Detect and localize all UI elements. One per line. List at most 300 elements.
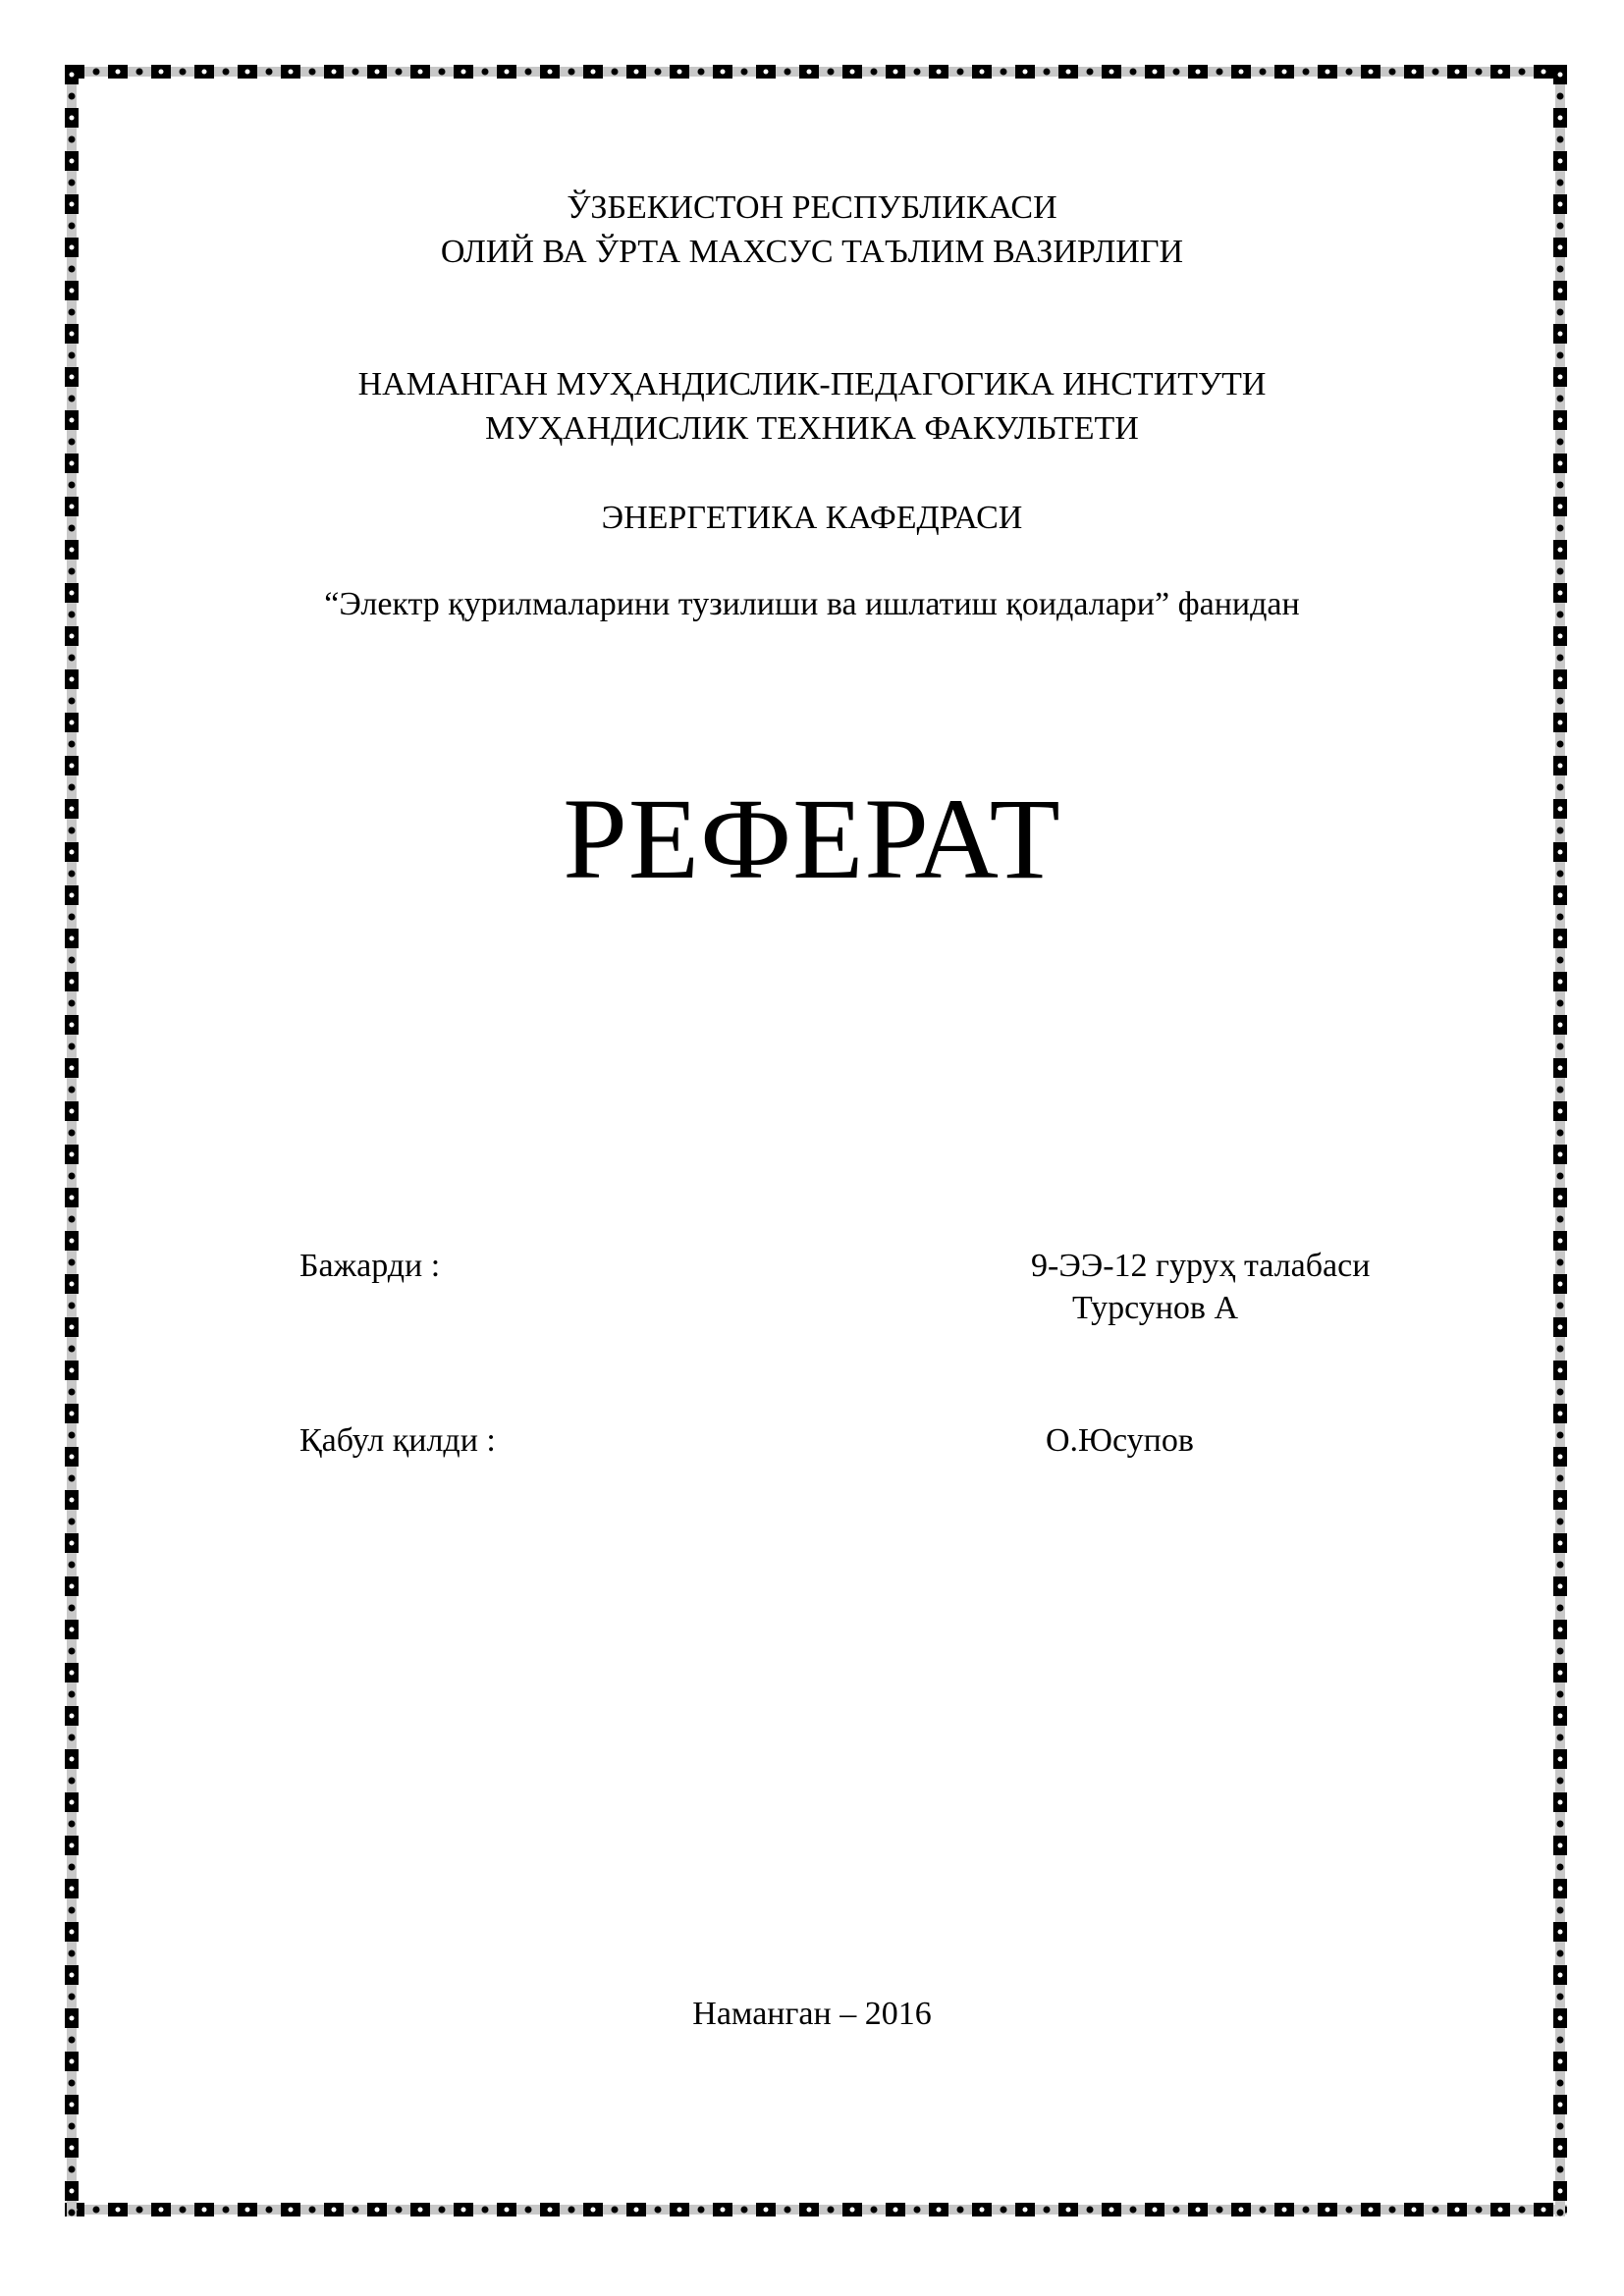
border-block-dot (1110, 70, 1114, 75)
border-dot (69, 1173, 76, 1180)
border-block-dot (548, 2208, 553, 2213)
border-block-dot (1558, 461, 1563, 466)
border-dot (1557, 93, 1564, 100)
institute-line-1: НАМАНГАН МУҲАНДИСЛИК-ПЕДАГОГИКА ИНСТИТУТИ (357, 366, 1267, 402)
border-block-dot (1326, 70, 1330, 75)
border-dot (69, 2123, 76, 2130)
border-top (65, 65, 1567, 79)
border-block-dot (202, 70, 207, 75)
city-year-footer: Наманган – 2016 (692, 1996, 932, 2032)
border-block-dot (721, 2208, 726, 2213)
border-dot (396, 2207, 403, 2214)
border-dot (223, 69, 230, 76)
border-block-dot (1455, 2208, 1460, 2213)
border-block-dot (116, 70, 121, 75)
border-block-dot (980, 70, 985, 75)
border-block-dot (1558, 1325, 1563, 1330)
border-dot (1557, 655, 1564, 662)
border-dot (785, 2207, 791, 2214)
border-dot (1476, 69, 1483, 76)
border-block-dot (70, 764, 75, 769)
border-dot (1433, 2207, 1439, 2214)
border-dot (1303, 2207, 1310, 2214)
border-block-dot (375, 70, 380, 75)
border-block-dot (70, 1066, 75, 1071)
border-block-dot (1558, 980, 1563, 985)
border-dot (655, 69, 662, 76)
border-dot (1557, 1605, 1564, 1612)
border-dot (396, 69, 403, 76)
border-dot (266, 69, 273, 76)
border-block-dot (202, 2208, 207, 2213)
border-block-dot (1558, 73, 1563, 78)
border-block-dot (70, 1325, 75, 1330)
border-block-dot (70, 289, 75, 294)
border-dot (69, 1475, 76, 1482)
border-dot (69, 93, 76, 100)
border-block-dot (1558, 1109, 1563, 1114)
border-bottom (65, 2203, 1567, 2216)
border-block-dot (1558, 1066, 1563, 1071)
border-dot (1389, 2207, 1396, 2214)
border-block-dot (418, 70, 423, 75)
border-dot (136, 69, 143, 76)
border-block-dot (1066, 2208, 1071, 2213)
border-dot (1557, 568, 1564, 575)
border-block-dot (1558, 332, 1563, 337)
border-dot (525, 69, 532, 76)
border-block-dot (1153, 70, 1158, 75)
border-dot (69, 1950, 76, 1957)
border-dot (69, 2210, 76, 2216)
border-block-dot (893, 2208, 898, 2213)
border-block-dot (548, 70, 553, 75)
border-dot (69, 568, 76, 575)
border-dot (1557, 1691, 1564, 1698)
border-dot (871, 69, 878, 76)
border-block-dot (70, 2146, 75, 2151)
border-block-dot (70, 1368, 75, 1373)
border-dot (69, 1519, 76, 1525)
border-dot (1557, 1735, 1564, 1741)
border-dot (1557, 1173, 1564, 1180)
border-block-dot (70, 980, 75, 985)
border-dot (69, 1778, 76, 1785)
border-dot (69, 957, 76, 964)
border-dot (69, 2037, 76, 2044)
border-block-dot (70, 1973, 75, 1978)
border-block-dot (591, 70, 596, 75)
border-block-dot (70, 2059, 75, 2064)
border-block-dot (375, 2208, 380, 2213)
border-block-dot (505, 70, 510, 75)
border-block-dot (937, 70, 942, 75)
border-block-dot (70, 936, 75, 941)
border-block-dot (116, 2208, 121, 2213)
border-block-dot (807, 70, 812, 75)
border-dot (1173, 69, 1180, 76)
border-dot (698, 2207, 705, 2214)
border-block-dot (332, 2208, 337, 2213)
border-dot (1173, 2207, 1180, 2214)
border-block-dot (70, 677, 75, 682)
border-block-dot (1412, 2208, 1417, 2213)
border-dot (1557, 136, 1564, 143)
border-dot (1557, 1432, 1564, 1439)
border-block-dot (245, 70, 250, 75)
border-block-dot (1369, 70, 1374, 75)
border-dot (525, 2207, 532, 2214)
border-dot (1557, 2037, 1564, 2044)
border-block-dot (1558, 1152, 1563, 1157)
border-block-dot (1282, 2208, 1287, 2213)
border-block-dot (505, 2208, 510, 2213)
border-block-dot (70, 332, 75, 337)
border-block-dot (1023, 2208, 1028, 2213)
border-dot (69, 1303, 76, 1309)
institute-line-2: МУҲАНДИСЛИК ТЕХНИКА ФАКУЛЬТЕТИ (485, 410, 1139, 447)
performed-label: Бажарди : (299, 1248, 441, 1284)
border-block-dot (1558, 1628, 1563, 1632)
border-dot (785, 69, 791, 76)
border-dot (914, 69, 921, 76)
border-dot (612, 2207, 619, 2214)
border-dot (828, 2207, 835, 2214)
border-dot (1557, 1216, 1564, 1223)
border-dot (69, 655, 76, 662)
border-block-dot (1542, 2208, 1546, 2213)
border-block-dot (70, 461, 75, 466)
border-block-dot (850, 70, 855, 75)
border-dot (1557, 2166, 1564, 2173)
border-dot (1557, 914, 1564, 921)
border-block-dot (807, 2208, 812, 2213)
border-block-dot (70, 73, 75, 78)
border-block-dot (70, 1628, 75, 1632)
border-block-dot (289, 70, 294, 75)
border-dot (1217, 2207, 1223, 2214)
border-dot (136, 2207, 143, 2214)
border-block-dot (1326, 2208, 1330, 2213)
border-dot (1130, 69, 1137, 76)
border-dot (1346, 2207, 1353, 2214)
border-block-dot (289, 2208, 294, 2213)
border-block-dot (70, 1671, 75, 1676)
border-block-dot (70, 1152, 75, 1157)
border-block-dot (418, 2208, 423, 2213)
border-dot (1557, 180, 1564, 187)
border-block-dot (70, 1023, 75, 1028)
border-dot (69, 309, 76, 316)
border-dot (1557, 1950, 1564, 1957)
border-block-dot (1558, 1973, 1563, 1978)
border-block-dot (332, 70, 337, 75)
border-block-dot (1558, 1282, 1563, 1287)
border-dot (1130, 2207, 1137, 2214)
border-dot (1087, 69, 1094, 76)
border-dot (1260, 2207, 1267, 2214)
border-block-dot (764, 2208, 769, 2213)
border-dot (1557, 1000, 1564, 1007)
border-block-dot (70, 1584, 75, 1589)
border-dot (93, 69, 100, 76)
border-block-dot (1558, 2189, 1563, 2194)
border-block-dot (850, 2208, 855, 2213)
border-dot (69, 1432, 76, 1439)
border-block-dot (70, 1887, 75, 1892)
border-block-dot (1558, 1196, 1563, 1201)
border-block-dot (70, 1930, 75, 1935)
border-block-dot (1558, 936, 1563, 941)
border-block-dot (1558, 677, 1563, 682)
border-dot (1557, 482, 1564, 489)
border-block-dot (1558, 1843, 1563, 1848)
border-dot (69, 352, 76, 359)
student-group: 9-ЭЭ-12 гуруҳ талабаси (1031, 1248, 1371, 1284)
border-dot (1557, 1389, 1564, 1396)
border-block-dot (159, 70, 164, 75)
border-block-dot (1558, 1023, 1563, 1028)
border-dot (1557, 1907, 1564, 1914)
border-dot (741, 2207, 748, 2214)
border-dot (1433, 69, 1439, 76)
border-dot (1519, 2207, 1526, 2214)
border-dot (1557, 1648, 1564, 1655)
border-dot (482, 69, 489, 76)
document-title: РЕФЕРАТ (563, 774, 1061, 903)
border-block-dot (70, 2189, 75, 2194)
border-block-dot (1558, 116, 1563, 121)
border-dot (482, 2207, 489, 2214)
border-dot (69, 1605, 76, 1612)
border-dot (1001, 69, 1007, 76)
border-dot (1557, 1475, 1564, 1482)
border-dot (69, 482, 76, 489)
border-dot (69, 1735, 76, 1741)
subject-line: “Электр қурилмаларини тузилиши ва ишлатиш қоидалари” фанидан (324, 586, 1300, 622)
border-block-dot (634, 70, 639, 75)
border-block-dot (70, 2103, 75, 2108)
border-block-dot (1558, 764, 1563, 769)
border-dot (1557, 352, 1564, 359)
border-dot (871, 2207, 878, 2214)
border-dot (69, 1864, 76, 1871)
border-dot (180, 2207, 187, 2214)
border-dot (1260, 69, 1267, 76)
border-dot (69, 1259, 76, 1266)
border-dot (93, 2207, 100, 2214)
border-dot (69, 2166, 76, 2173)
border-dot (957, 2207, 964, 2214)
border-block-dot (70, 1109, 75, 1114)
border-block-dot (980, 2208, 985, 2213)
border-dot (180, 69, 187, 76)
border-block-dot (70, 159, 75, 164)
border-block-dot (1196, 70, 1201, 75)
border-block-dot (1558, 1671, 1563, 1676)
border-block-dot (937, 2208, 942, 2213)
border-dot (69, 136, 76, 143)
border-block-dot (677, 70, 682, 75)
border-dot (1346, 69, 1353, 76)
border-dot (1557, 2210, 1564, 2216)
department-name: ЭНЕРГЕТИКА КАФЕДРАСИ (601, 500, 1023, 536)
border-block-dot (1498, 2208, 1503, 2213)
border-dot (69, 1087, 76, 1094)
border-block-dot (1369, 2208, 1374, 2213)
border-dot (741, 69, 748, 76)
border-block-dot (1455, 70, 1460, 75)
border-dot (1389, 69, 1396, 76)
border-dot (655, 2207, 662, 2214)
ministry-line-2: ОЛИЙ ВА ЎРТА МАХСУС ТАЪЛИМ ВАЗИРЛИГИ (440, 234, 1184, 270)
border-dot (1044, 69, 1051, 76)
border-block-dot (1558, 1455, 1563, 1460)
border-block-dot (1558, 1498, 1563, 1503)
border-dot (1557, 1778, 1564, 1785)
border-block-dot (764, 70, 769, 75)
border-block-dot (70, 1196, 75, 1201)
border-block-dot (1558, 159, 1563, 164)
border-block-dot (1196, 2208, 1201, 2213)
border-block-dot (1239, 2208, 1244, 2213)
border-block-dot (1558, 1930, 1563, 1935)
border-dot (1557, 1087, 1564, 1094)
border-dot (1557, 309, 1564, 316)
border-dot (69, 1389, 76, 1396)
border-block-dot (70, 1541, 75, 1546)
border-dot (223, 2207, 230, 2214)
border-dot (1557, 1303, 1564, 1309)
border-dot (1557, 1346, 1564, 1353)
border-dot (69, 741, 76, 748)
teacher-name: О.Юсупов (1046, 1422, 1194, 1459)
border-dot (69, 180, 76, 187)
border-dot (1087, 2207, 1094, 2214)
border-block-dot (1558, 548, 1563, 553)
border-block-dot (70, 116, 75, 121)
border-block-dot (634, 2208, 639, 2213)
border-block-dot (70, 548, 75, 553)
border-block-dot (1066, 70, 1071, 75)
border-dot (1557, 741, 1564, 748)
border-block-dot (70, 1239, 75, 1244)
border-dot (914, 2207, 921, 2214)
border-block-dot (1558, 2146, 1563, 2151)
border-dot (69, 1043, 76, 1050)
border-block-dot (1558, 634, 1563, 639)
border-dot (1476, 2207, 1483, 2214)
border-block-dot (1558, 1541, 1563, 1546)
border-dot (439, 69, 446, 76)
border-dot (352, 2207, 359, 2214)
border-block-dot (721, 70, 726, 75)
border-dot (1044, 2207, 1051, 2214)
border-dot (1557, 1130, 1564, 1137)
border-block-dot (70, 634, 75, 639)
border-dot (1519, 69, 1526, 76)
border-block-dot (70, 1757, 75, 1762)
border-dot (1557, 1864, 1564, 1871)
border-block-dot (1412, 70, 1417, 75)
border-dot (69, 1648, 76, 1655)
student-name: Турсунов А (1072, 1290, 1239, 1326)
border-dot (309, 2207, 316, 2214)
border-block-dot (1558, 1368, 1563, 1373)
border-dot (1557, 1821, 1564, 1828)
border-dot (1557, 1562, 1564, 1569)
border-block-dot (591, 2208, 596, 2213)
border-block-dot (1282, 70, 1287, 75)
border-block-dot (70, 1714, 75, 1719)
border-block-dot (1558, 1757, 1563, 1762)
accepted-label: Қабул қилди : (299, 1422, 496, 1459)
border-block-dot (70, 1412, 75, 1416)
border-dot (69, 1821, 76, 1828)
border-dot (69, 1130, 76, 1137)
border-dot (69, 914, 76, 921)
border-dot (69, 1907, 76, 1914)
border-block-dot (1110, 2208, 1114, 2213)
border-dot (69, 1691, 76, 1698)
border-block-dot (70, 721, 75, 725)
border-dot (1557, 1043, 1564, 1050)
ministry-line-1: ЎЗБЕКИСТОН РЕСПУБЛИКАСИ (567, 189, 1057, 226)
border-block-dot (1558, 1714, 1563, 1719)
border-block-dot (677, 2208, 682, 2213)
border-dot (352, 69, 359, 76)
border-dot (1303, 69, 1310, 76)
border-block-dot (159, 2208, 164, 2213)
border-dot (69, 1346, 76, 1353)
border-block-dot (1558, 2059, 1563, 2064)
border-dot (1217, 69, 1223, 76)
border-block-dot (461, 2208, 466, 2213)
border-dot (828, 69, 835, 76)
border-dot (568, 2207, 575, 2214)
border-block-dot (70, 1498, 75, 1503)
border-dot (1557, 2123, 1564, 2130)
border-block-dot (1558, 1800, 1563, 1805)
border-block-dot (893, 70, 898, 75)
border-dot (69, 1562, 76, 1569)
border-block-dot (70, 1843, 75, 1848)
border-block-dot (1558, 1239, 1563, 1244)
border-dot (612, 69, 619, 76)
border-block-dot (70, 1282, 75, 1287)
border-block-dot (461, 70, 466, 75)
border-block-dot (245, 2208, 250, 2213)
border-block-dot (1558, 1887, 1563, 1892)
border-block-dot (1542, 70, 1546, 75)
border-dot (69, 698, 76, 705)
border-block-dot (1023, 70, 1028, 75)
border-dot (1557, 698, 1564, 705)
border-dot (1557, 2080, 1564, 2087)
border-dot (1557, 957, 1564, 964)
border-block-dot (70, 1455, 75, 1460)
border-block-dot (1239, 70, 1244, 75)
border-block-dot (1558, 1584, 1563, 1589)
border-block-dot (1558, 289, 1563, 294)
border-dot (439, 2207, 446, 2214)
border-dot (309, 69, 316, 76)
border-dot (69, 2080, 76, 2087)
border-block-dot (1558, 721, 1563, 725)
border-dot (568, 69, 575, 76)
border-dot (69, 1000, 76, 1007)
border-block-dot (1498, 70, 1503, 75)
